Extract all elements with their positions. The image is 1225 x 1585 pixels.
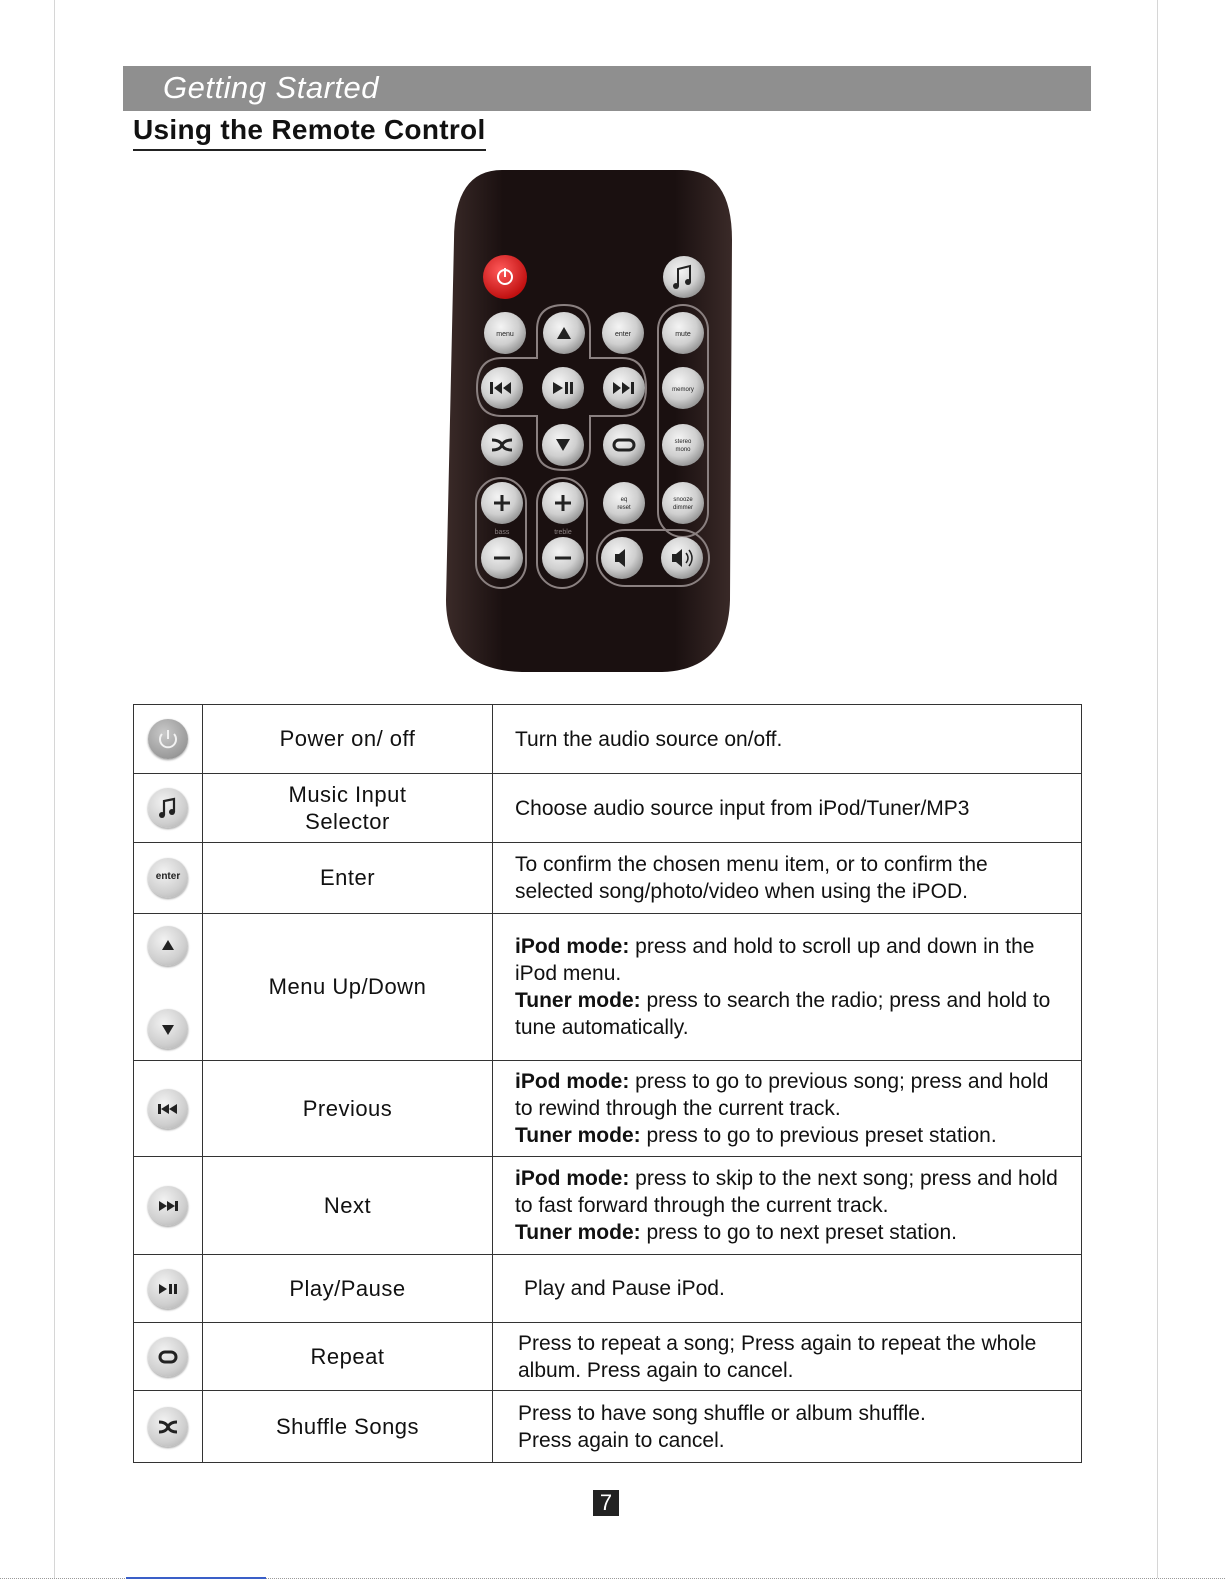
play-pause-button <box>542 367 584 409</box>
dimmer-label: dimmer <box>672 505 694 511</box>
enter-icon <box>148 858 188 898</box>
table-row <box>134 843 1082 914</box>
power-icon <box>148 719 188 759</box>
music-input-button <box>663 256 705 298</box>
control-description <box>493 1391 1082 1463</box>
music-note-icon <box>148 788 188 828</box>
shuffle-desc-line-2: Press again to cancel. <box>518 1428 725 1452</box>
volume-up-button <box>661 537 703 579</box>
up-down-arrow-icons <box>134 914 202 1060</box>
control-name: Repeat <box>203 1323 493 1391</box>
control-name: Enter <box>203 843 493 914</box>
previous-button <box>481 367 523 409</box>
control-name: Next <box>203 1157 493 1255</box>
tuner-mode-text: press to go to next preset station. <box>640 1221 957 1244</box>
bottom-rule-accent <box>126 1577 266 1579</box>
enter-label: enter <box>615 331 631 338</box>
power-button <box>483 255 527 299</box>
control-name: Shuffle Songs <box>203 1391 493 1463</box>
ipod-mode-label: iPod mode: <box>515 1070 630 1093</box>
shuffle-button <box>481 424 523 466</box>
stereo-label: stereo <box>674 439 692 445</box>
table-row <box>134 1157 1082 1255</box>
ipod-mode-text: press to skip to the next song; press and hold to fast forward through the current track. <box>515 1167 1058 1217</box>
next-icon <box>148 1186 188 1226</box>
repeat-icon <box>148 1337 188 1377</box>
memory-label: memory <box>672 387 694 393</box>
mute-button <box>662 312 704 354</box>
stereo-mono-button <box>662 424 704 466</box>
table-row <box>134 914 1082 1061</box>
page-number: 7 <box>593 1490 619 1516</box>
memory-button <box>662 367 704 409</box>
bass-label: bass <box>494 529 510 536</box>
up-arrow-icon <box>148 926 188 966</box>
table-row <box>134 1255 1082 1323</box>
table-row <box>134 705 1082 774</box>
control-name: Play/Pause <box>203 1255 493 1323</box>
ipod-mode-label: iPod mode: <box>515 935 630 958</box>
control-name: Music Input Selector <box>203 774 493 843</box>
control-description: Press to repeat a song; Press again to repeat the whole album. Press again to cancel. <box>493 1323 1082 1391</box>
table-row <box>134 1323 1082 1391</box>
tuner-mode-label: Tuner mode: <box>515 989 641 1012</box>
control-description <box>493 1157 1082 1255</box>
eq-label: eq <box>620 497 628 503</box>
control-name: Power on/ off <box>203 705 493 774</box>
previous-icon <box>148 1089 188 1129</box>
section-title: Getting Started <box>163 70 380 105</box>
tuner-mode-label: Tuner mode: <box>515 1124 641 1147</box>
remote-control-image <box>432 160 752 690</box>
treble-label: treble <box>554 529 572 536</box>
mute-label: mute <box>675 331 691 338</box>
shuffle-desc-line-1: Press to have song shuffle or album shuffle. <box>518 1401 926 1425</box>
ipod-mode-text: press and hold to scroll up and down in the iPod menu. <box>515 935 1035 985</box>
control-description: Choose audio source input from iPod/Tuner/MP3 <box>493 774 1082 843</box>
menu-label: menu <box>496 331 514 338</box>
control-description: To confirm the chosen menu item, or to confirm the selected song/photo/video when using the iPOD. <box>493 843 1082 914</box>
bass-plus-button <box>481 482 523 524</box>
down-arrow-icon <box>148 1009 188 1049</box>
enter-button <box>602 312 644 354</box>
section-bar <box>123 66 1091 111</box>
control-description: Play and Pause iPod. <box>493 1255 1082 1323</box>
table-row <box>134 1391 1082 1463</box>
control-description <box>493 914 1082 1061</box>
control-description: Turn the audio source on/off. <box>493 705 1082 774</box>
control-description <box>493 1061 1082 1157</box>
eq-reset-button <box>603 482 645 524</box>
reset-label: reset <box>617 505 631 511</box>
volume-down-button <box>601 537 643 579</box>
play-pause-icon <box>148 1269 188 1309</box>
ipod-mode-text: press to go to previous song; press and hold to rewind through the current track. <box>515 1070 1049 1120</box>
enter-icon-label: enter <box>155 871 181 882</box>
ipod-mode-label: iPod mode: <box>515 1167 630 1190</box>
up-button <box>543 312 585 354</box>
treble-plus-button <box>542 482 584 524</box>
mono-label: mono <box>675 447 691 453</box>
snooze-label: snooze <box>673 497 693 503</box>
treble-minus-button <box>542 537 584 579</box>
repeat-button <box>603 424 645 466</box>
control-name: Menu Up/Down <box>203 914 493 1061</box>
shuffle-icon <box>148 1407 188 1447</box>
page-heading: Using the Remote Control <box>133 114 486 151</box>
tuner-mode-label: Tuner mode: <box>515 1221 641 1244</box>
bass-minus-button <box>481 537 523 579</box>
tuner-mode-text: press to search the radio; press and hold to tune automatically. <box>515 989 1051 1039</box>
snooze-dimmer-button <box>662 482 704 524</box>
controls-table <box>133 704 1082 1463</box>
tuner-mode-text: press to go to previous preset station. <box>640 1124 997 1147</box>
control-name: Previous <box>203 1061 493 1157</box>
next-button <box>603 367 645 409</box>
table-row <box>134 1061 1082 1157</box>
down-button <box>542 424 584 466</box>
menu-button <box>484 312 526 354</box>
table-row <box>134 774 1082 843</box>
